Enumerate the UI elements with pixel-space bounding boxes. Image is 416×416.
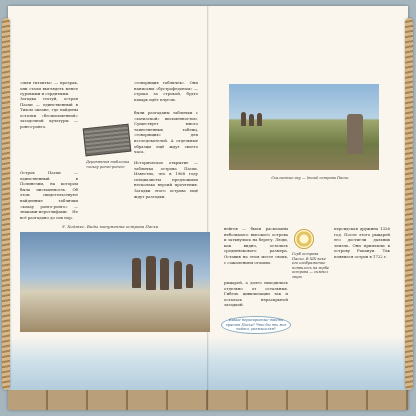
rope-right-icon bbox=[405, 18, 413, 390]
text-mid-3: Историческое открытие — табличка острова Пасхи. Известно, что в 1968 году специалисты предложили несколько версий прочтения. Загадки этого острова ещё ждут разгадки. bbox=[134, 160, 198, 199]
tablet-photo bbox=[83, 124, 132, 157]
painting-title: У. Ходжес. Виды монумента острова Пасхи bbox=[62, 224, 159, 229]
text-left-3: Остров Пасхи — единственный в Полинезии, на котором была письменность. Об этом свидетельствуют найденные таблички «кохау ронго-ронго» — знаками-иероглифами. Не всё разгадано до сих пор. bbox=[20, 170, 78, 220]
text-left-2: Загадка статуй, острая Пасхи — единственный в Тихом океане, где найдены остатки «бесписьменной» загадочной культуры — ронго-ронго. bbox=[20, 96, 78, 129]
moai-figure bbox=[174, 261, 182, 289]
moai-beach-photo bbox=[229, 84, 379, 170]
beach-caption: Скалистые аху — (moai) острова Пасхи bbox=[271, 176, 349, 180]
text-right-2: рыцарей, а долго находились отдельно от остальных. Гибель цивилизации так и осталась нераскрытой загадкой. bbox=[224, 280, 288, 308]
moai-figure bbox=[241, 112, 246, 126]
emblem-caption: Герб острова Пасхи. В XIX веке его изображение появилось на гербе острова — символ мира bbox=[292, 252, 330, 279]
easter-island-emblem-icon bbox=[294, 229, 314, 249]
moai-head bbox=[347, 114, 363, 154]
moai-figure bbox=[146, 256, 156, 290]
rope-left-icon bbox=[2, 18, 10, 390]
moai-figure bbox=[249, 114, 254, 126]
tablet-caption: Деревянная табличка «кохау ронго-ронго» bbox=[86, 160, 130, 169]
text-right-3: персидская дружина 1326 год. После этого рыцарей его достигли дальних земель. Они приплыли к острову Рапануи. Так появился остров в 1722 г. bbox=[334, 226, 390, 259]
moai-figure bbox=[257, 113, 262, 126]
page-fold bbox=[207, 6, 209, 410]
info-callout bbox=[221, 316, 291, 334]
text-mid-2: были разгаданы таблички с «хатизской» письменностью. Существует много таинственных таблиц, «говорящих» для исследователей. А отдельные образцы ещё ждут своего часа. bbox=[134, 110, 198, 155]
text-mid-1: «говорящих табличек». Они написаны «бустрофедоном» — строка за строкой, будто пахарь идёт плугом. bbox=[134, 80, 198, 102]
moai-painting bbox=[20, 232, 210, 332]
callout-text: Какие нераскрытые тайны хранит Пасха? Что бы ты мог найти, размышляя? bbox=[225, 318, 287, 332]
moai-figure bbox=[160, 258, 169, 290]
text-left-1: «шли гиганты» — прозрак, они стали выглядеть менее суровыми и сердитыми. bbox=[20, 80, 78, 97]
moai-figure bbox=[132, 258, 141, 288]
moai-figure bbox=[186, 264, 193, 288]
text-right-1: вейгов — были раскопаны небольшого высокого острова и заткнулись на берегу. Люди, как видно, остались средневекового размера. Оставив на этом месте своих, с сожалением отошли. bbox=[224, 226, 288, 265]
